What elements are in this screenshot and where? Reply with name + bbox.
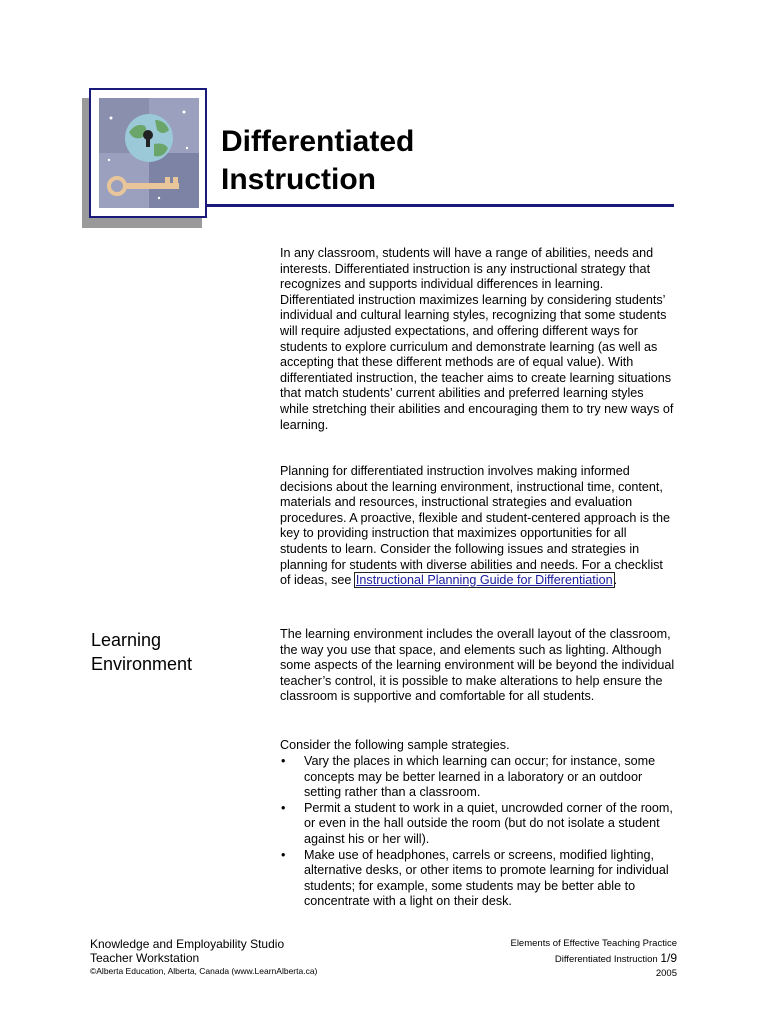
footer-left xyxy=(90,937,317,977)
list-item xyxy=(280,754,680,801)
list-item-text: Make use of headphones, carrels or screens, modified lighting, alternative desks, or other items to promote learning for individual students; for example, some students may be better able to concentrate with a light on their desk. xyxy=(304,847,669,909)
strategies-intro: Consider the following sample strategies. xyxy=(280,738,510,752)
intro-paragraph-2 xyxy=(280,464,675,589)
bullet-dot-icon: • xyxy=(281,754,286,768)
intro-paragraph-2-text: Planning for differentiated instruction involves making informed decisions about the learning environment, instructional time, content, materials and resources, instructional strategies and evaluation procedures. A proactive, flexible and student-centered approach is the key to providing instruction that maximizes opportunities for all students to learn. Consider the following issues and strategies in planning for students with diverse abilities and needs. For a checklist of ideas, see xyxy=(280,464,670,588)
title-line-1: Differentiated xyxy=(221,125,415,158)
logo-frame xyxy=(89,88,207,218)
globe-keyhole-key-icon xyxy=(99,98,199,208)
footer-series: Elements of Effective Teaching Practice xyxy=(510,938,677,949)
page-number: 1/9 xyxy=(660,951,677,965)
footer-topic-text: Differentiated Instruction xyxy=(554,954,658,965)
strategies-list xyxy=(280,754,680,910)
footer-year: 2005 xyxy=(655,968,677,979)
heading-line-2: Environment xyxy=(91,654,193,674)
planning-guide-link[interactable]: Instructional Planning Guide for Differentiation xyxy=(355,573,613,588)
intro-paragraph-1: In any classroom, students will have a range of abilities, needs and interests. Differentiated instruction is any instructional strategy that recognizes and supports individual differences in learning. Differentiated instruction maximizes learning by considering students’ individual and cultural learning styles, recognizing that some students will require adjusted expectations, and offering different ways for students to explore curriculum and demonstrate learning (as well as accepting that these different methods are of equal value). With differentiated instruction, the teacher aims to create learning situations that match students’ current abilities and preferred learning styles while stretching their abilities and encouraging them to try new ways of learning. xyxy=(280,246,674,432)
footer-workstation: Teacher Workstation xyxy=(90,951,200,965)
title-line-2: Instruction xyxy=(221,163,376,196)
list-item xyxy=(280,801,680,848)
section-heading-learning-environment xyxy=(91,628,261,676)
learning-environment-paragraph: The learning environment includes the overall layout of the classroom, the way you use that space, and elements such as lighting. Although some aspects of the learning environment will be beyond the individual teacher’s control, it is possible to make alterations to help ensure the classroom is supportive and comfortable for all students. xyxy=(280,627,675,704)
list-item-text: Permit a student to work in a quiet, uncrowded corner of the room, or even in the hall outside the room (but do not isolate a student against his or her will). xyxy=(304,800,673,846)
bullet-dot-icon: • xyxy=(281,800,286,815)
list-item-text: Vary the places in which learning can occur; for instance, some concepts may be better learned in a laboratory or an outdoor setting rather than a classroom. xyxy=(304,754,656,800)
footer-right xyxy=(510,937,677,981)
title-rule xyxy=(207,204,674,207)
page-title xyxy=(221,123,414,199)
footer-topic xyxy=(510,951,677,967)
link-suffix: . xyxy=(613,573,618,588)
list-item xyxy=(280,848,680,910)
heading-line-1: Learning xyxy=(91,630,162,650)
footer-copyright: ©Alberta Education, Alberta, Canada (www.LearnAlberta.ca) xyxy=(90,966,318,976)
bullet-dot-icon: • xyxy=(281,847,286,862)
footer-studio: Knowledge and Employability Studio xyxy=(90,937,285,951)
